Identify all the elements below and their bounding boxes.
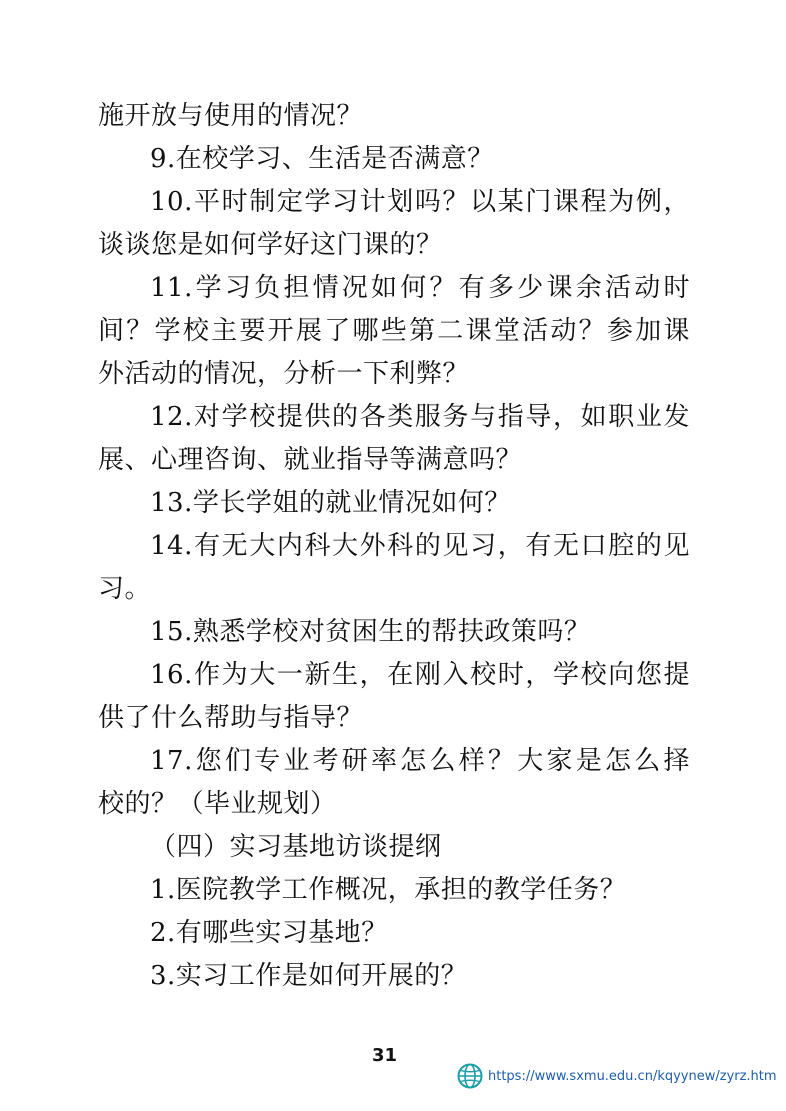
text-line: 外活动的情况，分析一下利弊？ — [98, 359, 470, 389]
text-line: 13.学长学姐的就业情况如何？ — [150, 488, 511, 518]
globe-icon — [456, 1062, 484, 1090]
source-url[interactable]: https://www.sxmu.edu.cn/kqyynew/zyrz.htm — [488, 1068, 777, 1084]
text-line: 间？学校主要开展了哪些第二课堂活动？参加课 — [98, 316, 690, 346]
text-line: 15.熟悉学校对贫困生的帮扶政策吗？ — [150, 617, 591, 647]
text-line: 谈谈您是如何学好这门课的？ — [98, 230, 443, 260]
text-line: 2.有哪些实习基地？ — [150, 918, 388, 948]
text-line: 3.实习工作是如何开展的？ — [150, 961, 468, 991]
text-line: 9.在校学习、生活是否满意？ — [150, 144, 494, 174]
text-line: 16.作为大一新生，在刚入校时，学校向您提 — [150, 660, 690, 690]
text-line: 供了什么帮助与指导？ — [98, 703, 364, 733]
page-number: 31 — [372, 1045, 398, 1066]
text-line: 1.医院教学工作概况，承担的教学任务？ — [150, 875, 627, 905]
text-line: 施开放与使用的情况？ — [98, 101, 364, 131]
text-line: 12.对学校提供的各类服务与指导，如职业发 — [150, 402, 690, 432]
text-line: 11.学习负担情况如何？有多少课余活动时 — [150, 273, 690, 303]
text-line: 17.您们专业考研率怎么样？大家是怎么择 — [150, 746, 690, 776]
text-line: 校的？（毕业规划） — [98, 789, 337, 819]
text-line: 展、心理咨询、就业指导等满意吗？ — [98, 445, 523, 475]
source-link[interactable] — [456, 1062, 777, 1090]
text-line: 14.有无大内科大外科的见习，有无口腔的见 — [150, 531, 690, 561]
section-heading: （四）实习基地访谈提纲 — [150, 832, 442, 862]
text-line: 习。 — [98, 574, 152, 604]
text-line: 10.平时制定学习计划吗？以某门课程为例， — [150, 187, 690, 217]
